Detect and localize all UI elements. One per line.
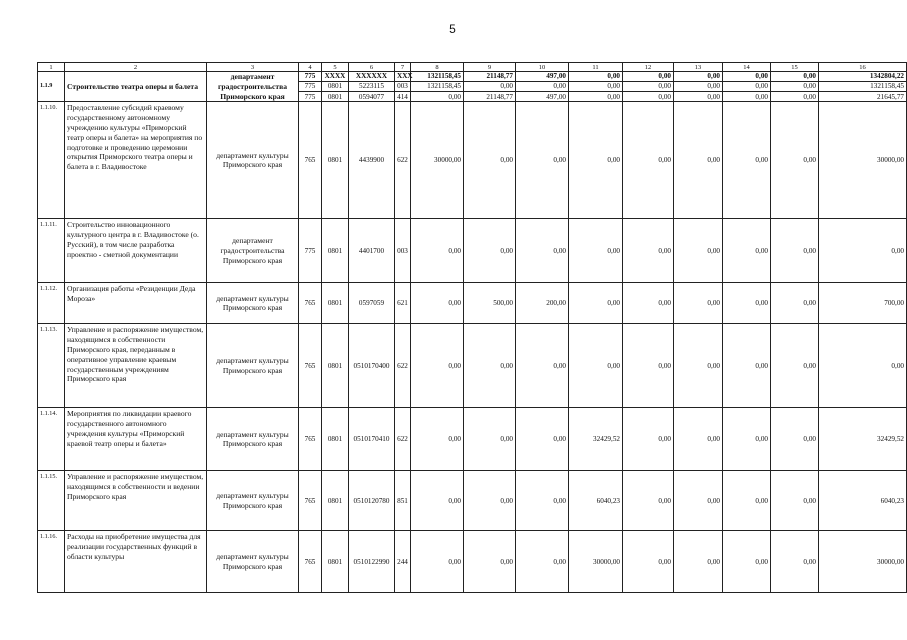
table-cell: 0,00 xyxy=(771,324,819,408)
column-number: 8 xyxy=(411,63,464,72)
table-cell: 0,00 xyxy=(723,102,771,219)
table-cell: 4401700 xyxy=(349,219,395,283)
table-cell: 1321158,45 xyxy=(411,82,464,92)
column-number-row xyxy=(38,63,907,72)
table-cell: 0510170400 xyxy=(349,324,395,408)
table-cell: 0,00 xyxy=(771,102,819,219)
table-cell: 775 xyxy=(299,92,322,102)
table-cell: 0,00 xyxy=(623,82,674,92)
page-number: 5 xyxy=(449,22,456,36)
table-cell: 765 xyxy=(299,102,322,219)
table-cell: 0594077 xyxy=(349,92,395,102)
table-cell: 0,00 xyxy=(723,72,771,82)
table-cell: 765 xyxy=(299,531,322,593)
table-cell: 0,00 xyxy=(516,324,569,408)
table-cell: 0,00 xyxy=(516,102,569,219)
table-cell: 0,00 xyxy=(771,283,819,324)
table-cell: 0,00 xyxy=(674,324,723,408)
table-cell: 0801 xyxy=(322,102,349,219)
table-cell: 500,00 xyxy=(464,283,516,324)
table-row xyxy=(38,102,907,219)
table-cell: 30000,00 xyxy=(411,102,464,219)
row-description: Предоставление субсидий краевому государственному автономному учреждению культуры «Приморский театр оперы и балета» на мероприятия по подготовке и проведению церемонии открытия Приморского театра оперы и балета в г. Владивостоке xyxy=(65,102,207,219)
table-cell: 0,00 xyxy=(723,531,771,593)
table-cell: 0,00 xyxy=(569,219,623,283)
table-cell: 0,00 xyxy=(411,471,464,531)
table-cell: 622 xyxy=(395,324,411,408)
table-cell: 622 xyxy=(395,408,411,471)
table-cell: 0,00 xyxy=(464,471,516,531)
table-cell: 0,00 xyxy=(771,471,819,531)
table-cell: 0,00 xyxy=(623,408,674,471)
table-cell: 0,00 xyxy=(623,92,674,102)
table-cell: 1321158,45 xyxy=(819,82,907,92)
table-cell: 6040,23 xyxy=(819,471,907,531)
table-cell: 621 xyxy=(395,283,411,324)
table-cell: XXX xyxy=(395,72,411,82)
table-row xyxy=(38,408,907,471)
table-cell: 0,00 xyxy=(771,92,819,102)
column-number: 6 xyxy=(349,63,395,72)
table-cell: 0,00 xyxy=(771,531,819,593)
table-cell: 0,00 xyxy=(516,219,569,283)
table-row xyxy=(38,283,907,324)
row-id: 1.1.10. xyxy=(38,102,65,219)
table-cell: 0,00 xyxy=(674,102,723,219)
table-cell: 0,00 xyxy=(569,92,623,102)
table-cell: 003 xyxy=(395,219,411,283)
table-cell: 1342804,22 xyxy=(819,72,907,82)
table-cell: 0,00 xyxy=(411,324,464,408)
row-executor: департамент культуры Приморского края xyxy=(207,324,299,408)
table-cell: 0,00 xyxy=(771,219,819,283)
row-description: Управление и распоряжение имуществом, находящимся в собственности Приморского края, переданным в оперативное управление краевым государственным учреждениям Приморского края xyxy=(65,324,207,408)
row-executor: департамент культуры Приморского края xyxy=(207,283,299,324)
table-cell: 0,00 xyxy=(623,102,674,219)
table-cell: 0,00 xyxy=(674,408,723,471)
column-number: 11 xyxy=(569,63,623,72)
table-cell: 0,00 xyxy=(674,92,723,102)
table-cell: 775 xyxy=(299,72,322,82)
table-cell: 0,00 xyxy=(516,471,569,531)
table-cell: 0,00 xyxy=(569,102,623,219)
table-cell: 0,00 xyxy=(771,82,819,92)
row-executor: департамент градостроительства Приморского края xyxy=(207,72,299,102)
table-cell: 0801 xyxy=(322,408,349,471)
table-cell: 200,00 xyxy=(516,283,569,324)
table-cell: 0,00 xyxy=(723,82,771,92)
table-cell: 497,00 xyxy=(516,72,569,82)
table-cell: 21148,77 xyxy=(464,72,516,82)
table-cell: 30000,00 xyxy=(569,531,623,593)
row-description: Расходы на приобретение имущества для реализации государственных функций в области культуры xyxy=(65,531,207,593)
table-cell: 0,00 xyxy=(464,102,516,219)
table-cell: 0,00 xyxy=(464,219,516,283)
table-row xyxy=(38,72,907,82)
table-cell: 0801 xyxy=(322,92,349,102)
table-cell: 0,00 xyxy=(464,408,516,471)
table-cell: 30000,00 xyxy=(819,531,907,593)
table-cell: 0,00 xyxy=(569,283,623,324)
column-number: 1 xyxy=(38,63,65,72)
column-number: 2 xyxy=(65,63,207,72)
row-executor: департамент культуры Приморского края xyxy=(207,471,299,531)
table-cell: 0,00 xyxy=(623,72,674,82)
table-cell: 0510120780 xyxy=(349,471,395,531)
row-id: 1.1.12. xyxy=(38,283,65,324)
table-cell: 0,00 xyxy=(674,531,723,593)
table-cell: 765 xyxy=(299,283,322,324)
table-cell: 414 xyxy=(395,92,411,102)
table-cell: 0,00 xyxy=(623,283,674,324)
table-cell: 0,00 xyxy=(723,324,771,408)
column-number: 7 xyxy=(395,63,411,72)
table-cell: 0,00 xyxy=(411,92,464,102)
row-description: Строительство инновационного культурного центра в г. Владивостоке (о. Русский), в том числе разработка проектно - сметной документации xyxy=(65,219,207,283)
table-row xyxy=(38,531,907,593)
table-cell: 0,00 xyxy=(569,72,623,82)
table-cell: 0,00 xyxy=(411,531,464,593)
table-cell: 0,00 xyxy=(623,219,674,283)
table-cell: 0,00 xyxy=(723,219,771,283)
table-cell: XXXX xyxy=(322,72,349,82)
table-cell: 32429,52 xyxy=(569,408,623,471)
table-cell: 003 xyxy=(395,82,411,92)
table-cell: 0,00 xyxy=(674,471,723,531)
table-cell: 0,00 xyxy=(674,72,723,82)
table-cell: 775 xyxy=(299,82,322,92)
table-cell: 700,00 xyxy=(819,283,907,324)
table-cell: 0801 xyxy=(322,82,349,92)
table-cell: 0,00 xyxy=(411,283,464,324)
table-cell: 0,00 xyxy=(623,324,674,408)
table-cell: 0,00 xyxy=(569,324,623,408)
table-cell: 0510122990 xyxy=(349,531,395,593)
table-cell: 0,00 xyxy=(819,324,907,408)
row-executor: департамент градостроительства Приморского края xyxy=(207,219,299,283)
row-id: 1.1.11. xyxy=(38,219,65,283)
table-cell: 0510170410 xyxy=(349,408,395,471)
column-number: 5 xyxy=(322,63,349,72)
table-cell: 0,00 xyxy=(723,92,771,102)
table-cell: 0,00 xyxy=(516,531,569,593)
table-cell: 0,00 xyxy=(674,219,723,283)
row-description: Строительство театра оперы и балета xyxy=(65,72,207,102)
table-cell: 0801 xyxy=(322,531,349,593)
table-cell: 0,00 xyxy=(569,82,623,92)
table-cell: 765 xyxy=(299,471,322,531)
table-cell: 0,00 xyxy=(464,531,516,593)
row-id: 1.1.16. xyxy=(38,531,65,593)
table-cell: 0,00 xyxy=(723,471,771,531)
row-id: 1.1.15. xyxy=(38,471,65,531)
budget-table xyxy=(37,62,907,593)
table-cell: 0,00 xyxy=(464,82,516,92)
column-number: 13 xyxy=(674,63,723,72)
column-number: 15 xyxy=(771,63,819,72)
table-cell: 0801 xyxy=(322,219,349,283)
table-cell: 21645,77 xyxy=(819,92,907,102)
table-cell: 765 xyxy=(299,408,322,471)
row-id: 1.1.13. xyxy=(38,324,65,408)
table-cell: XXXXXX xyxy=(349,72,395,82)
table-cell: 0,00 xyxy=(623,471,674,531)
row-executor: департамент культуры Приморского края xyxy=(207,408,299,471)
table-cell: 622 xyxy=(395,102,411,219)
table-cell: 4439900 xyxy=(349,102,395,219)
table-cell: 5223115 xyxy=(349,82,395,92)
table-cell: 0801 xyxy=(322,283,349,324)
table-cell: 30000,00 xyxy=(819,102,907,219)
column-number: 3 xyxy=(207,63,299,72)
table-cell: 6040,23 xyxy=(569,471,623,531)
table-row xyxy=(38,324,907,408)
table-cell: 244 xyxy=(395,531,411,593)
column-number: 14 xyxy=(723,63,771,72)
table-cell: 0,00 xyxy=(819,219,907,283)
table-cell: 0,00 xyxy=(674,283,723,324)
table-cell: 0,00 xyxy=(723,283,771,324)
table-cell: 0,00 xyxy=(464,324,516,408)
table-cell: 21148,77 xyxy=(464,92,516,102)
table-cell: 0,00 xyxy=(623,531,674,593)
table-cell: 0,00 xyxy=(411,219,464,283)
row-executor: департамент культуры Приморского края xyxy=(207,102,299,219)
table-cell: 0597059 xyxy=(349,283,395,324)
table-cell: 0,00 xyxy=(771,408,819,471)
table-row xyxy=(38,471,907,531)
column-number: 9 xyxy=(464,63,516,72)
row-id: 1.1.14. xyxy=(38,408,65,471)
table-cell: 0,00 xyxy=(723,408,771,471)
table-row xyxy=(38,219,907,283)
table-cell: 32429,52 xyxy=(819,408,907,471)
table-cell: 0,00 xyxy=(516,82,569,92)
row-description: Мероприятия по ликвидации краевого государственного автономного учреждения культуры «Приморский краевой театр оперы и балета» xyxy=(65,408,207,471)
column-number: 12 xyxy=(623,63,674,72)
table-cell: 851 xyxy=(395,471,411,531)
table-cell: 0,00 xyxy=(674,82,723,92)
table-cell: 0801 xyxy=(322,471,349,531)
table-cell: 0,00 xyxy=(516,408,569,471)
column-number: 4 xyxy=(299,63,322,72)
column-number: 16 xyxy=(819,63,907,72)
table-cell: 765 xyxy=(299,324,322,408)
table-cell: 0,00 xyxy=(771,72,819,82)
row-executor: департамент культуры Приморского края xyxy=(207,531,299,593)
column-number: 10 xyxy=(516,63,569,72)
table-cell: 497,00 xyxy=(516,92,569,102)
table-cell: 1321158,45 xyxy=(411,72,464,82)
row-description: Организация работы «Резиденции Деда Мороза» xyxy=(65,283,207,324)
row-id: 1.1.9 xyxy=(38,72,65,102)
row-description: Управление и распоряжение имуществом, находящимся в собственности и ведении Приморского края xyxy=(65,471,207,531)
table-cell: 0,00 xyxy=(411,408,464,471)
table-cell: 775 xyxy=(299,219,322,283)
table-cell: 0801 xyxy=(322,324,349,408)
